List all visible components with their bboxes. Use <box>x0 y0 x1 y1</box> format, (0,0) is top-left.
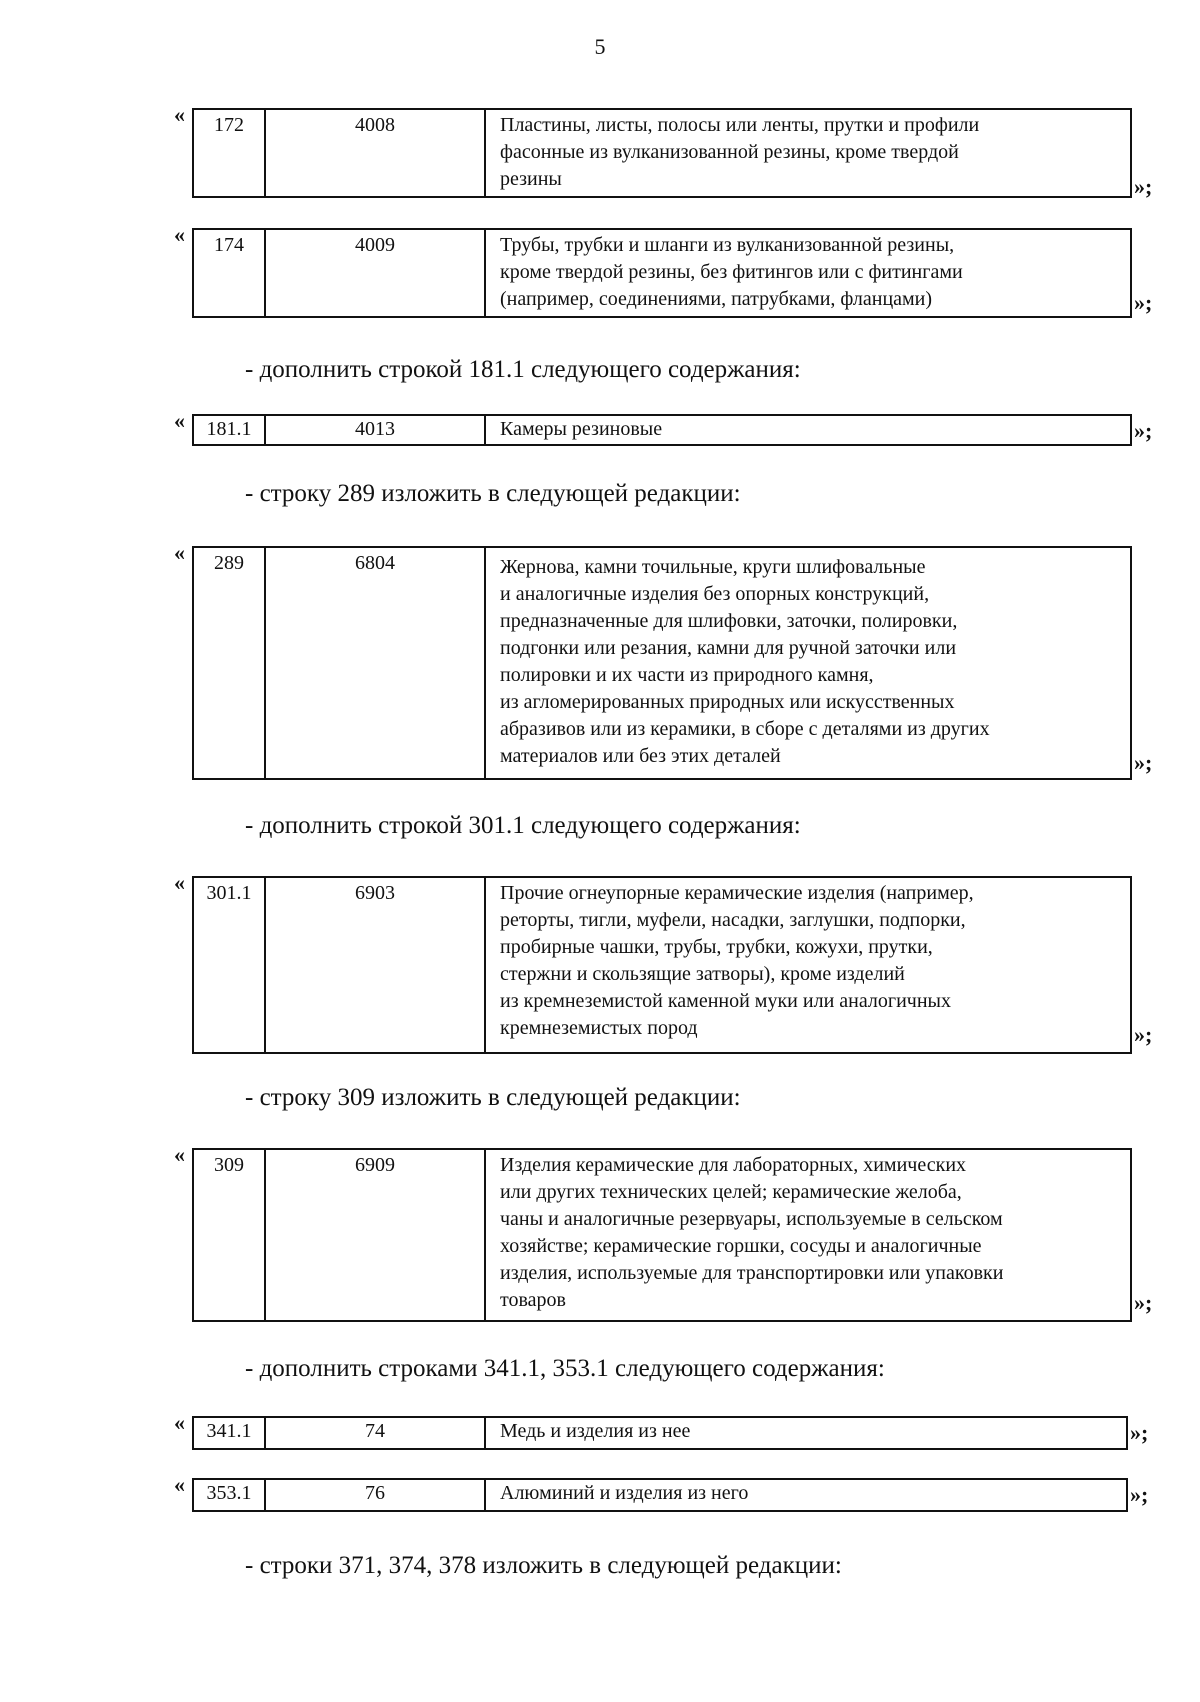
instruction-add-341-353: - дополнить строками 341.1, 353.1 следующего содержания: <box>245 1355 885 1382</box>
row-description: Изделия керамические для лабораторных, химических или других технических целей; керамические желоба, чаны и аналогичные резервуары, используемые в сельском хозяйстве; керамические горшки, сосуды и аналогичные изделия, используемые для транспортировки или упаковки товаров <box>485 1149 1131 1321</box>
row-description: Жернова, камни точильные, круги шлифовальные и аналогичные изделия без опорных конструкций, предназначенные для шлифовки, заточки, полировки, подгонки или резания, камни для ручной заточки или полировки и их части из природного камня, из агломерированных природных или искусственных абразивов или из керамики, в сборе с деталями из других материалов или без этих деталей <box>485 547 1131 779</box>
closing-quote: »; <box>1134 750 1153 775</box>
closing-quote: »; <box>1134 1290 1153 1315</box>
tn-ved-code: 4009 <box>265 229 485 317</box>
page-number: 5 <box>594 34 606 59</box>
closing-quote: »; <box>1134 418 1153 443</box>
row-number: 174 <box>193 229 265 317</box>
tn-ved-code: 4013 <box>265 415 485 445</box>
instruction-edit-289: - строку 289 изложить в следующей редакции: <box>245 480 741 507</box>
tn-ved-code: 6804 <box>265 547 485 779</box>
row-description: Пластины, листы, полосы или ленты, прутки и профили фасонные из вулканизованной резины, кроме твердой резины <box>485 109 1131 197</box>
row-number: 172 <box>193 109 265 197</box>
row-description: Алюминий и изделия из него <box>485 1479 1127 1511</box>
instruction-add-181-1: - дополнить строкой 181.1 следующего содержания: <box>245 356 801 383</box>
row-description: Камеры резиновые <box>485 415 1131 445</box>
opening-quote: « <box>174 222 185 247</box>
tn-ved-code: 74 <box>265 1417 485 1449</box>
row-number: 181.1 <box>193 415 265 445</box>
opening-quote: « <box>174 408 185 433</box>
tn-ved-code: 4008 <box>265 109 485 197</box>
closing-quote: »; <box>1134 1022 1153 1047</box>
tn-ved-code: 6909 <box>265 1149 485 1321</box>
row-number: 353.1 <box>193 1479 265 1511</box>
closing-quote: »; <box>1134 290 1153 315</box>
closing-quote: »; <box>1130 1420 1149 1445</box>
row-description: Прочие огнеупорные керамические изделия (например, реторты, тигли, муфели, насадки, заглушки, подпорки, пробирные чашки, трубы, трубки, кожухи, прутки, стержни и скользящие затворы), кроме изделий из кремнеземистой каменной муки или аналогичных кремнеземистых пород <box>485 877 1131 1053</box>
opening-quote: « <box>174 540 185 565</box>
instruction-edit-371-374-378: - строки 371, 374, 378 изложить в следующей редакции: <box>245 1552 842 1579</box>
row-description: Медь и изделия из нее <box>485 1417 1127 1449</box>
opening-quote: « <box>174 102 185 127</box>
tn-ved-code: 76 <box>265 1479 485 1511</box>
opening-quote: « <box>174 1410 185 1435</box>
closing-quote: »; <box>1134 174 1153 199</box>
closing-quote: »; <box>1130 1482 1149 1507</box>
row-description: Трубы, трубки и шланги из вулканизованной резины, кроме твердой резины, без фитингов или с фитингами (например, соединениями, патрубками, фланцами) <box>485 229 1131 317</box>
row-number: 289 <box>193 547 265 779</box>
instruction-edit-309: - строку 309 изложить в следующей редакции: <box>245 1084 741 1111</box>
row-number: 341.1 <box>193 1417 265 1449</box>
row-number: 301.1 <box>193 877 265 1053</box>
row-number: 309 <box>193 1149 265 1321</box>
instruction-add-301-1: - дополнить строкой 301.1 следующего содержания: <box>245 812 801 839</box>
opening-quote: « <box>174 1142 185 1167</box>
tn-ved-code: 6903 <box>265 877 485 1053</box>
opening-quote: « <box>174 1472 185 1497</box>
opening-quote: « <box>174 870 185 895</box>
